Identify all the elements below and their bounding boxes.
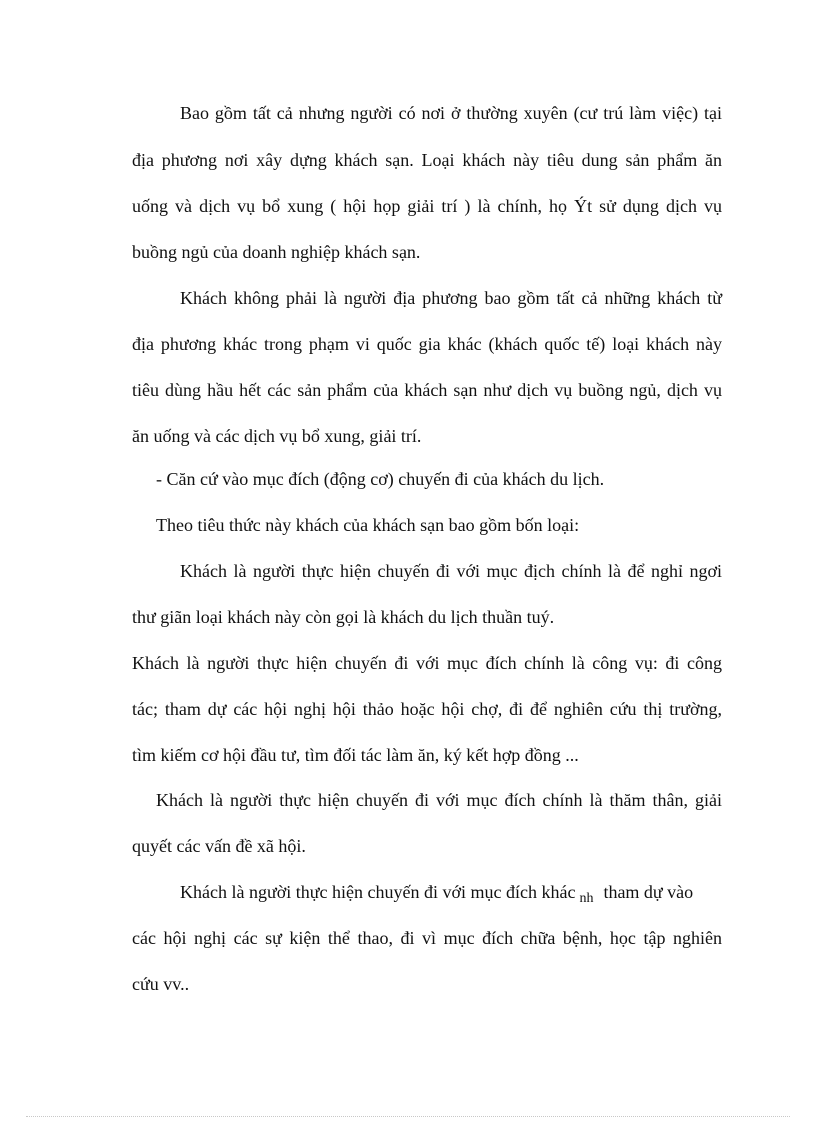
text-segment: Khách là người thực hiện chuyến đi với mục đích khác <box>180 882 576 902</box>
text-line: Khách là người thực hiện chuyến đi với mục địch chính là để nghỉ ngơi <box>180 561 722 581</box>
text-line: địa phương khác trong phạm vi quốc gia khác (khách quốc tế) loại khách này <box>132 334 722 354</box>
text-line: Theo tiêu thức này khách của khách sạn bao gồm bốn loại: <box>156 515 580 535</box>
text-line: ăn uống và các dịch vụ bổ xung, giải trí. <box>132 426 422 446</box>
text-line: cứu vv.. <box>132 974 190 994</box>
text-line: quyết các vấn đề xã hội. <box>132 836 306 856</box>
text-line <box>180 881 693 906</box>
text-line: Khách không phải là người địa phương bao gồm tất cả những khách từ <box>180 288 722 308</box>
page-bottom-divider <box>26 1116 790 1117</box>
text-line: - Căn cứ vào mục đích (động cơ) chuyến đi của khách du lịch. <box>156 469 605 489</box>
text-line: Bao gồm tất cả nhưng người có nơi ở thường xuyên (cư trú làm việc) tại <box>180 103 722 123</box>
text-line: các hội nghị các sự kiện thể thao, đi vì mục đích chữa bệnh, học tập nghiên <box>132 928 722 948</box>
text-line: thư giãn loại khách này còn gọi là khách du lịch thuần tuý. <box>132 607 555 627</box>
inline-subscript-text: nh <box>579 891 594 906</box>
text-line: tìm kiếm cơ hội đầu tư, tìm đối tác làm ăn, ký kết hợp đồng ... <box>132 745 579 765</box>
text-segment: tham dự vào <box>603 882 694 902</box>
text-line: uống và dịch vụ bổ xung ( hội họp giải trí ) là chính, họ Ýt sử dụng dịch vụ <box>132 196 722 216</box>
text-line: buồng ngủ của doanh nghiệp khách sạn. <box>132 242 421 262</box>
text-line: tác; tham dự các hội nghị hội thảo hoặc hội chợ, đi để nghiên cứu thị trường, <box>132 699 722 719</box>
text-line: địa phương nơi xây dựng khách sạn. Loại khách này tiêu dung sản phẩm ăn <box>132 150 722 170</box>
text-line: Khách là người thực hiện chuyến đi với mục đích chính là công vụ: đi công <box>132 653 722 673</box>
text-line: Khách là người thực hiện chuyến đi với mục đích chính là thăm thân, giải <box>156 790 722 810</box>
text-line: tiêu dùng hầu hết các sản phẩm của khách sạn như dịch vụ buồng ngủ, dịch vụ <box>132 380 722 400</box>
